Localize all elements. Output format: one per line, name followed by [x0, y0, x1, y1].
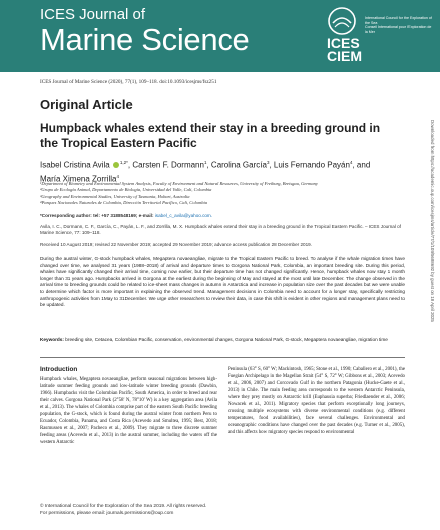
author-name[interactable]: , Carolina García: [206, 160, 267, 170]
keywords: [40, 337, 405, 344]
author-sup: 4: [116, 173, 119, 179]
affiliation-item: ³Geography and Environmental Studies, University of Tasmania, Hobart, Australia: [40, 193, 190, 199]
copyright-footer: [40, 503, 405, 517]
ices-logo-text: [327, 37, 362, 63]
author-sup: 3: [266, 160, 270, 165]
journal-header: [0, 0, 440, 72]
section-divider: [40, 357, 405, 358]
journal-citation: ICES Journal of Marine Science (2020), 77(1), 109–118. doi:10.1093/icesjms/fsz251: [40, 79, 217, 85]
received-dates: Received 10 August 2019; revised 22 November 2019; accepted 29 November 2019; advance access publication 28 December 2019.: [40, 242, 312, 247]
article-title: Humpback whales extend their stay in a breeding ground in the Tropical Eastern Pacific: [40, 121, 381, 150]
journal-name-main: Marine Science: [40, 22, 250, 57]
section-heading: Introduction: [40, 366, 78, 373]
permissions-line: For permissions, please email: journals.permissions@oup.com: [40, 511, 174, 516]
logo-text-ices: ICES: [327, 35, 360, 51]
keywords-text: breeding site, Cetacea, Colombian Pacific, conservation, environmental changes, Gorgona National Park, G-stock, Megaptera novaeangliae, migration time: [65, 337, 388, 342]
logo-text-ciem: CIEM: [327, 48, 362, 64]
keywords-label: Keywords:: [40, 337, 64, 342]
author-name[interactable]: , Luis Fernando Payán: [269, 160, 350, 170]
author-conjunction: , and: [352, 160, 371, 170]
council-name: [365, 16, 433, 34]
body-column-left: Humpback whales, Megaptera novaeangliae, perform seasonal migrations between high-latitude summer feeding grounds and low-latitude winter breeding grounds (Dawbin, 1966). Humpbacks visit the Colombian Pacific, South America, in order to breed and rear their calves. Gorgona National Park (2°58' N, 78°10' W) is a key aggregation area (Avila et al., 2013). The whales of Colombia comprise part of the eastern South Pacific breeding population, the G-stock, which is found during the austral winter from northern Peru to Ecuador, Colombia, Panama, and Costa Rica (Acevedo and Smultea, 1995; Best, 2018; Rasmussen et al., 2007; Pacheco et al., 2009). They migrate to three discrete summer feeding areas (Acevedo et al., 2013) in the austral summer, including the waters off the western Antarctic: [40, 377, 217, 446]
affiliation-item: ¹Department of Biometry and Environmental System Analysis, Faculty of Environment and Natural Resources, University of Freiburg, Breisgau, Germany: [40, 181, 318, 186]
download-watermark-text: Downloaded from https://academic.oup.com/icesjms/article/77/1/109/5688692 by guest on 18 April 2025: [430, 120, 435, 322]
affiliations: [40, 181, 405, 207]
cite-this-article: Avila, I. C., Dormann, C. F., García, C., Payán, L. F., and Zorrilla, M. X. Humpback whales extend their stay in a breeding ground in the Tropical Eastern Pacific. – ICES Journal of Marine Science, 77: 109–118.: [40, 224, 401, 236]
abstract: During the austral winter, G-stock humpback whales, Megaptera novaeangliae, migrate to the Tropical Eastern Pacific to breed. To analyse if the whale migration times have changed over time, we analysed 31 years (1988–2018) of arrival and departure times to Gorgona National Park, Colombia, an important breeding site. During this period, whales have significantly changed their arrival time, coming now earlier, but their departure time has not changed significantly. Hence, humpback whales now stay 1 month longer than 31 years ago. Humpbacks arrived in Gorgona at the earliest during the beginning of May and stayed at the most until late December. The change observed in the arrival time to breeding grounds could be related to ice-sheet mass changes in autumn in Antarctica and increase in population size over the past decades but we were unable to determine which factor is more important in explaining the observed trend. Management decisions in Colombia need to account for a longer stay, specifically restricting anthropogenic activities from 1May to 31December. We urge other researchers to review their data, in case this shift is evident in other regions and management plans need to be updated.: [40, 256, 405, 308]
body-column-right: Peninsula (63° S, 60° W; Mackintosh, 1965; Stone et al., 1990; Caballero et al., 2001), the Fuegian Archipelago in the Magellan Strait (54° S, 72° W; Gibbons et al., 2003; Acevedo et al., 2006, 2007) and Corcovado Gulf in the northern Patagonia (Hucke-Gaete et al., 2013) in Chile. The main feeding area corresponds to the western Antarctic Peninsula, where they prey mostly on Antarctic krill (Euphausia superba; Friedlaender et al., 2006; Nowacek et al., 2011). Migratory species that perform exceptionally long journeys, crossing multiple ecosystems with diverse environmental conditions (e.g. different temperatures, food availabilities), face several challenges. Environmental and oceanographic conditions have changed over the past decades (e.g. Turner et al., 2005), and this affects how migratory species respond to environmental: [228, 367, 405, 436]
email-link[interactable]: isabel_c_avila@yahoo.com.: [154, 213, 213, 218]
author-sup: 1,2*: [119, 160, 128, 165]
ices-logo-icon: [327, 6, 357, 36]
author-name[interactable]: Isabel Cristina Avila: [40, 160, 110, 170]
download-watermark: [428, 120, 436, 450]
copyright-line: © International Council for the Exploration of the Sea 2019. All rights reserved.: [40, 504, 207, 509]
author-name[interactable]: , Carsten F. Dormann: [127, 160, 204, 170]
orcid-icon[interactable]: [113, 162, 119, 168]
article-type: Original Article: [40, 97, 133, 112]
corresponding-label: *Corresponding author: tel: +57 3188548169; e-mail:: [40, 213, 155, 218]
council-name-fr: Conseil International pour l'Exploration de la Mer: [365, 25, 432, 34]
affiliation-item: ⁴Parques Nacionales Naturales de Colombia, Dirección Territorial Pacífico, Cali, Colombia: [40, 200, 208, 206]
council-name-en: International Council for the Exploration of the Sea: [365, 16, 432, 25]
author-sup: 4: [349, 160, 353, 165]
affiliation-item: ²Grupo de Ecología Animal, Departamento de Biología, Universidad del Valle, Cali, Colombia: [40, 187, 212, 193]
journal-name-top: ICES Journal of: [40, 6, 146, 23]
author-sup: 1: [203, 160, 207, 165]
author-name[interactable]: María Ximena Zorrilla: [40, 174, 117, 184]
corresponding-author: [40, 213, 212, 218]
